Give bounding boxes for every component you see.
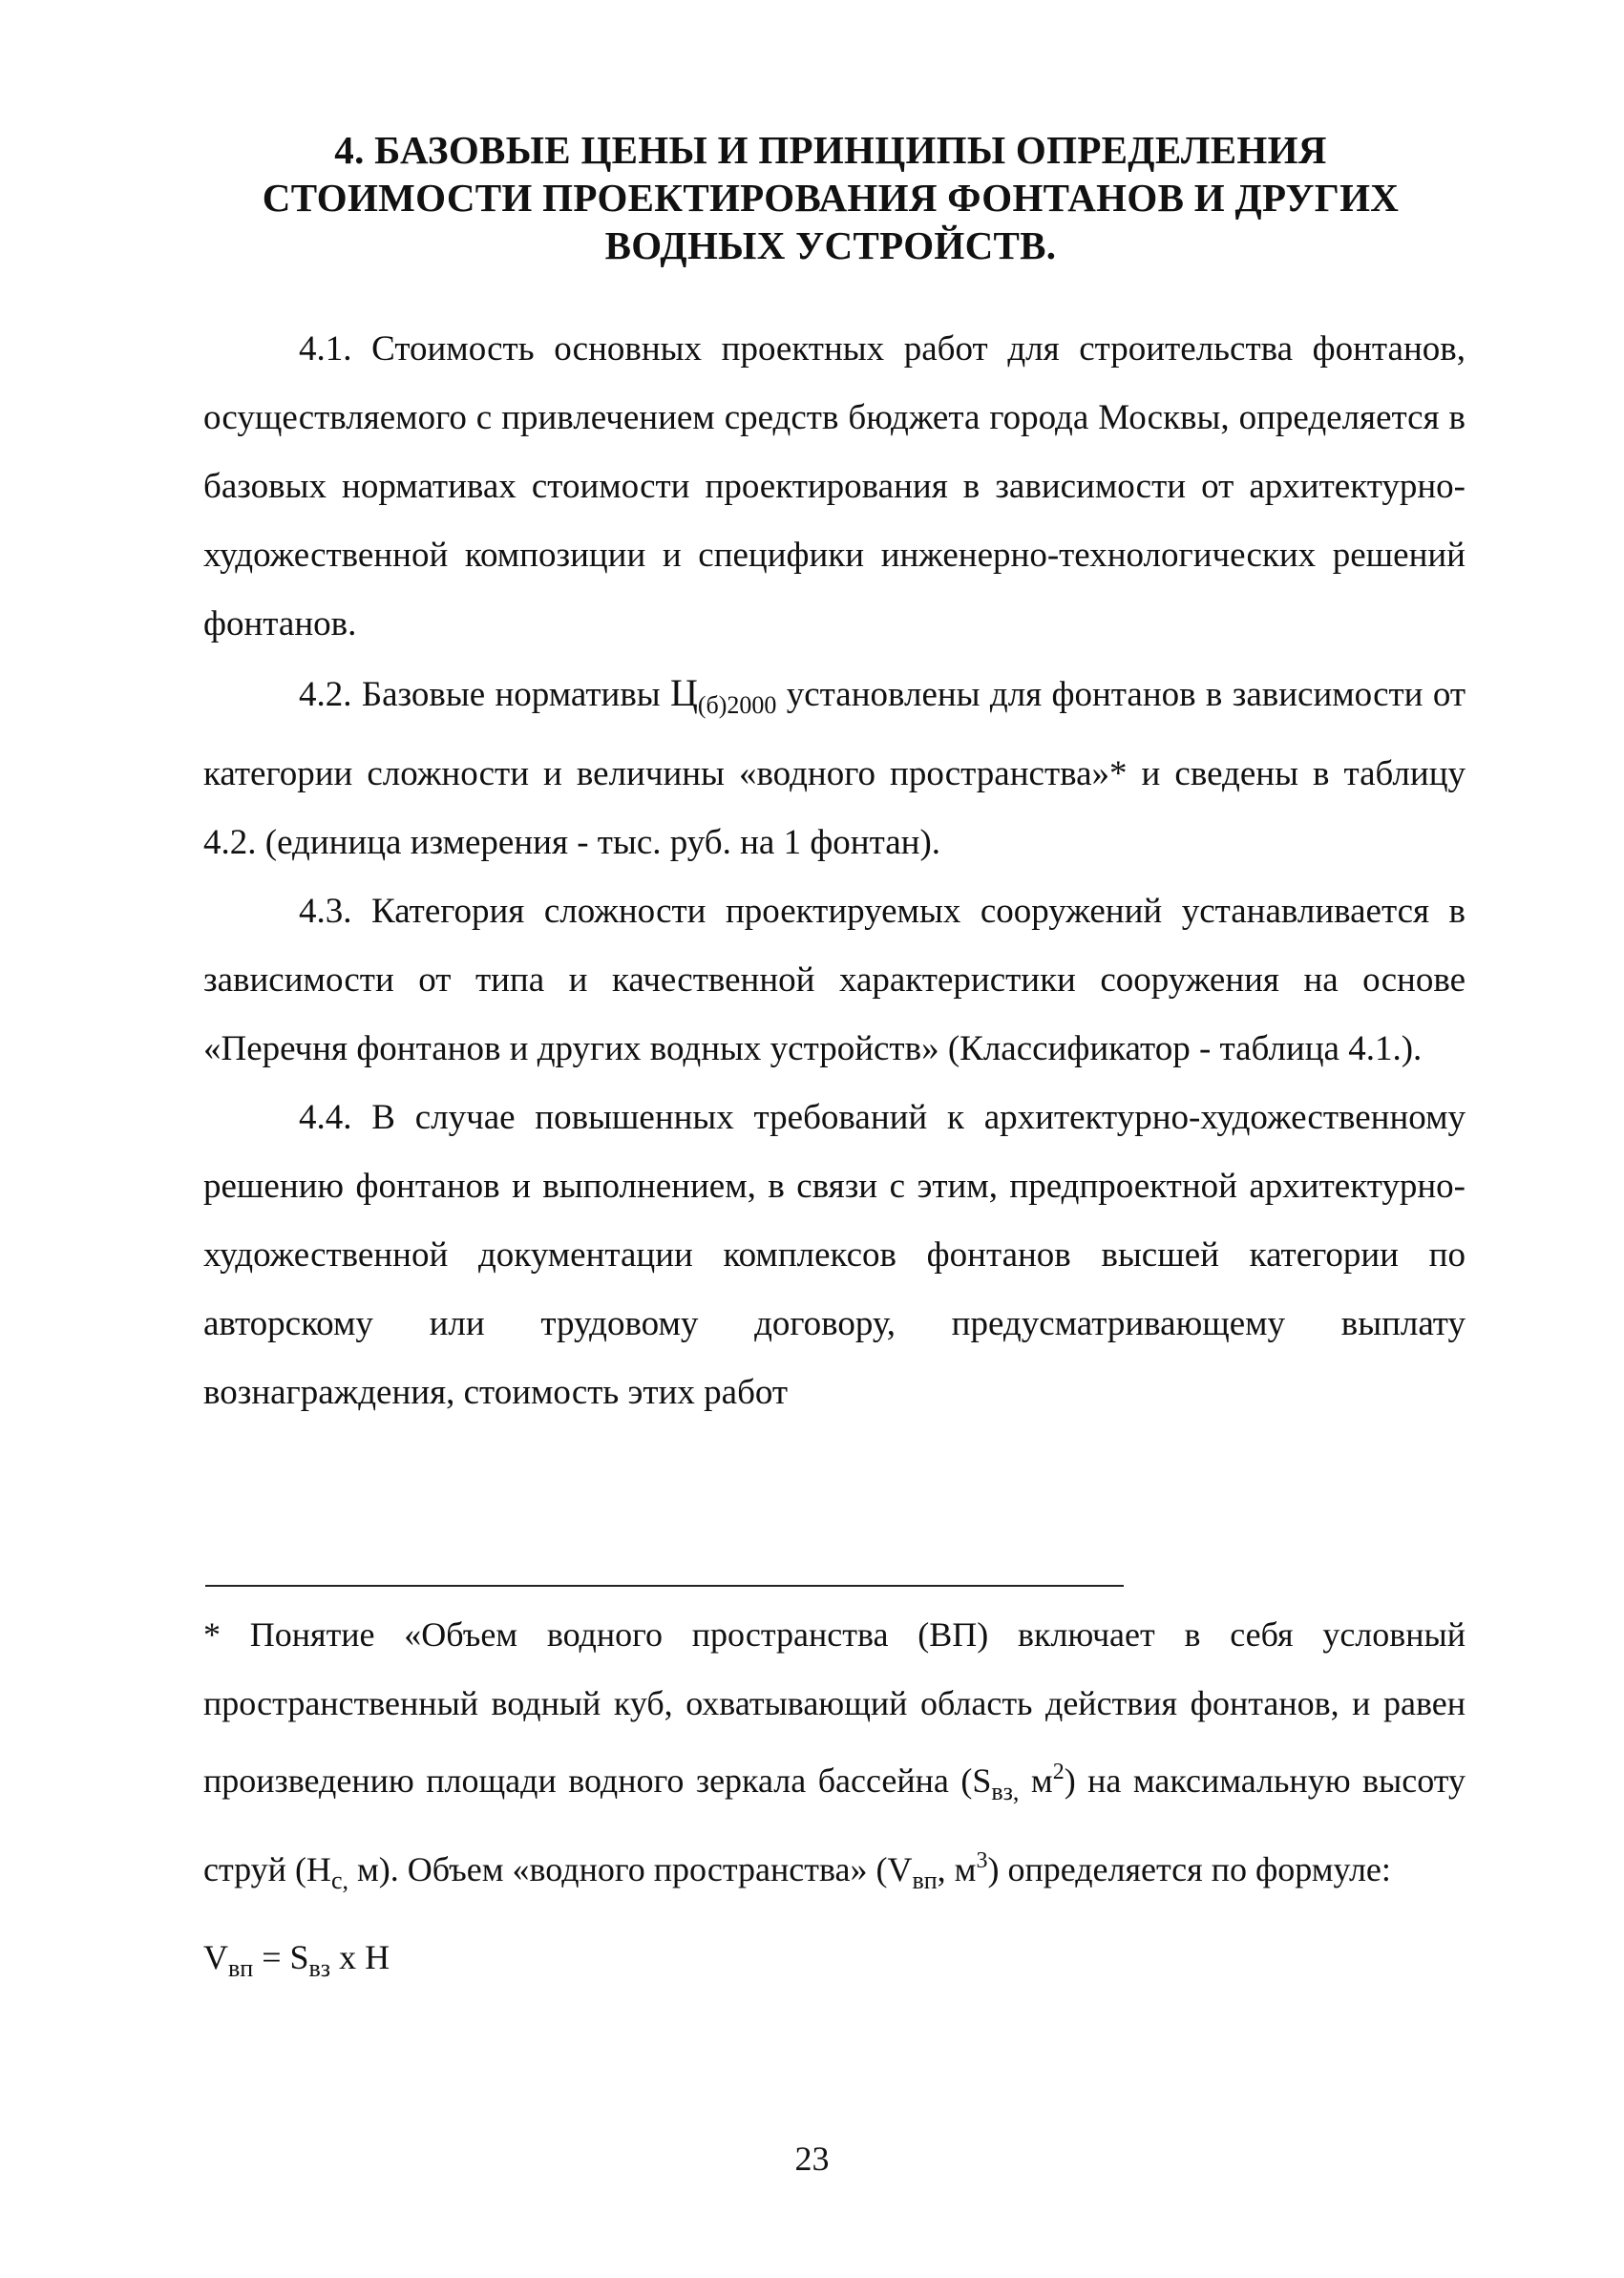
formula-s-subscript: вз [308, 1954, 331, 1982]
footnote-divider [205, 1585, 1124, 1587]
paragraph-4-4: 4.4. В случае повышенных требований к архитектурно-художественному решению фонтанов и выполнением, в связи с этим, предпроектной архитектурно-художественной документации комплексов фонтанов высшей категории по авторскому или трудовому договору, предусматривающему выплату вознаграждения, стоимость этих работ [203, 1098, 1466, 1412]
paragraph-4-3: 4.3. Категория сложности проектируемых сооружений устанавливается в зависимости от типа и качественной характеристики сооружения на основе «Перечня фонтанов и других водных устройств» (Классификатор - таблица 4.1.). [203, 892, 1466, 1068]
formula-v: V [203, 1938, 228, 1976]
footnote-v-subscript: вп [912, 1867, 938, 1894]
footnote-h-subscript: с, [330, 1867, 348, 1894]
footnote-s-subscript: вз, [991, 1778, 1020, 1805]
footnote [203, 1600, 1466, 1915]
footnote-sup-2: 2 [1052, 1760, 1065, 1784]
section-title [210, 126, 1451, 269]
price-symbol: Ц [669, 671, 698, 714]
footnote-text [203, 1600, 1466, 1915]
footnote-part-5: ) определяется по формуле: [987, 1850, 1391, 1888]
page-number: 23 [794, 2140, 830, 2178]
price-symbol-subscript: (б)2000 [697, 691, 777, 719]
formula-rest: х Н [330, 1938, 390, 1976]
footnote-part-2: ) на максимальную высоту струй (Н [203, 1761, 1466, 1888]
footnote-part-4: , м [937, 1850, 977, 1888]
footnote-part-3: м). Объем «водного пространства» (V [348, 1850, 913, 1888]
title-line-3: ВОДНЫХ УСТРОЙСТВ. [604, 223, 1057, 267]
paragraph-4-1: 4.1. Стоимость основных проектных работ для строительства фонтанов, осуществляемого с привлечением средств бюджета города Москвы, определяется в базовых нормативах стоимости проектирования в зависимости от архитектурно-художественной композиции и специфики инженерно-технологических решений фонтанов. [203, 329, 1466, 643]
title-line-2: СТОИМОСТИ ПРОЕКТИРОВАНИЯ ФОНТАНОВ И ДРУГИХ [262, 176, 1400, 220]
formula-v-subscript: вп [228, 1954, 254, 1982]
footnote-part-1: * Понятие «Объем водного пространства (ВП) включает в себя условный пространственный водный куб, охватывающий область действия фонтанов, и равен произведению площади водного зеркала бассейна (S [203, 1615, 1466, 1800]
volume-formula [203, 1929, 390, 1997]
formula-eq-s: = S [253, 1938, 309, 1976]
paragraph-4-2 [203, 659, 1466, 877]
paragraph-4-2-start: 4.2. Базовые нормативы [299, 675, 670, 714]
title-line-1: 4. БАЗОВЫЕ ЦЕНЫ И ПРИНЦИПЫ ОПРЕДЕЛЕНИЯ [334, 128, 1327, 172]
footnote-sup-3: 3 [976, 1848, 988, 1873]
paragraph-4-2-end: установлены для фонтанов в зависимости от категории сложности и величины «водного пространства»* и сведены в таблицу 4.2. (единица измерения - тыс. руб. на 1 фонтан). [203, 675, 1466, 862]
body-text [203, 315, 1466, 1427]
footnote-unit-m: м [1019, 1761, 1053, 1800]
